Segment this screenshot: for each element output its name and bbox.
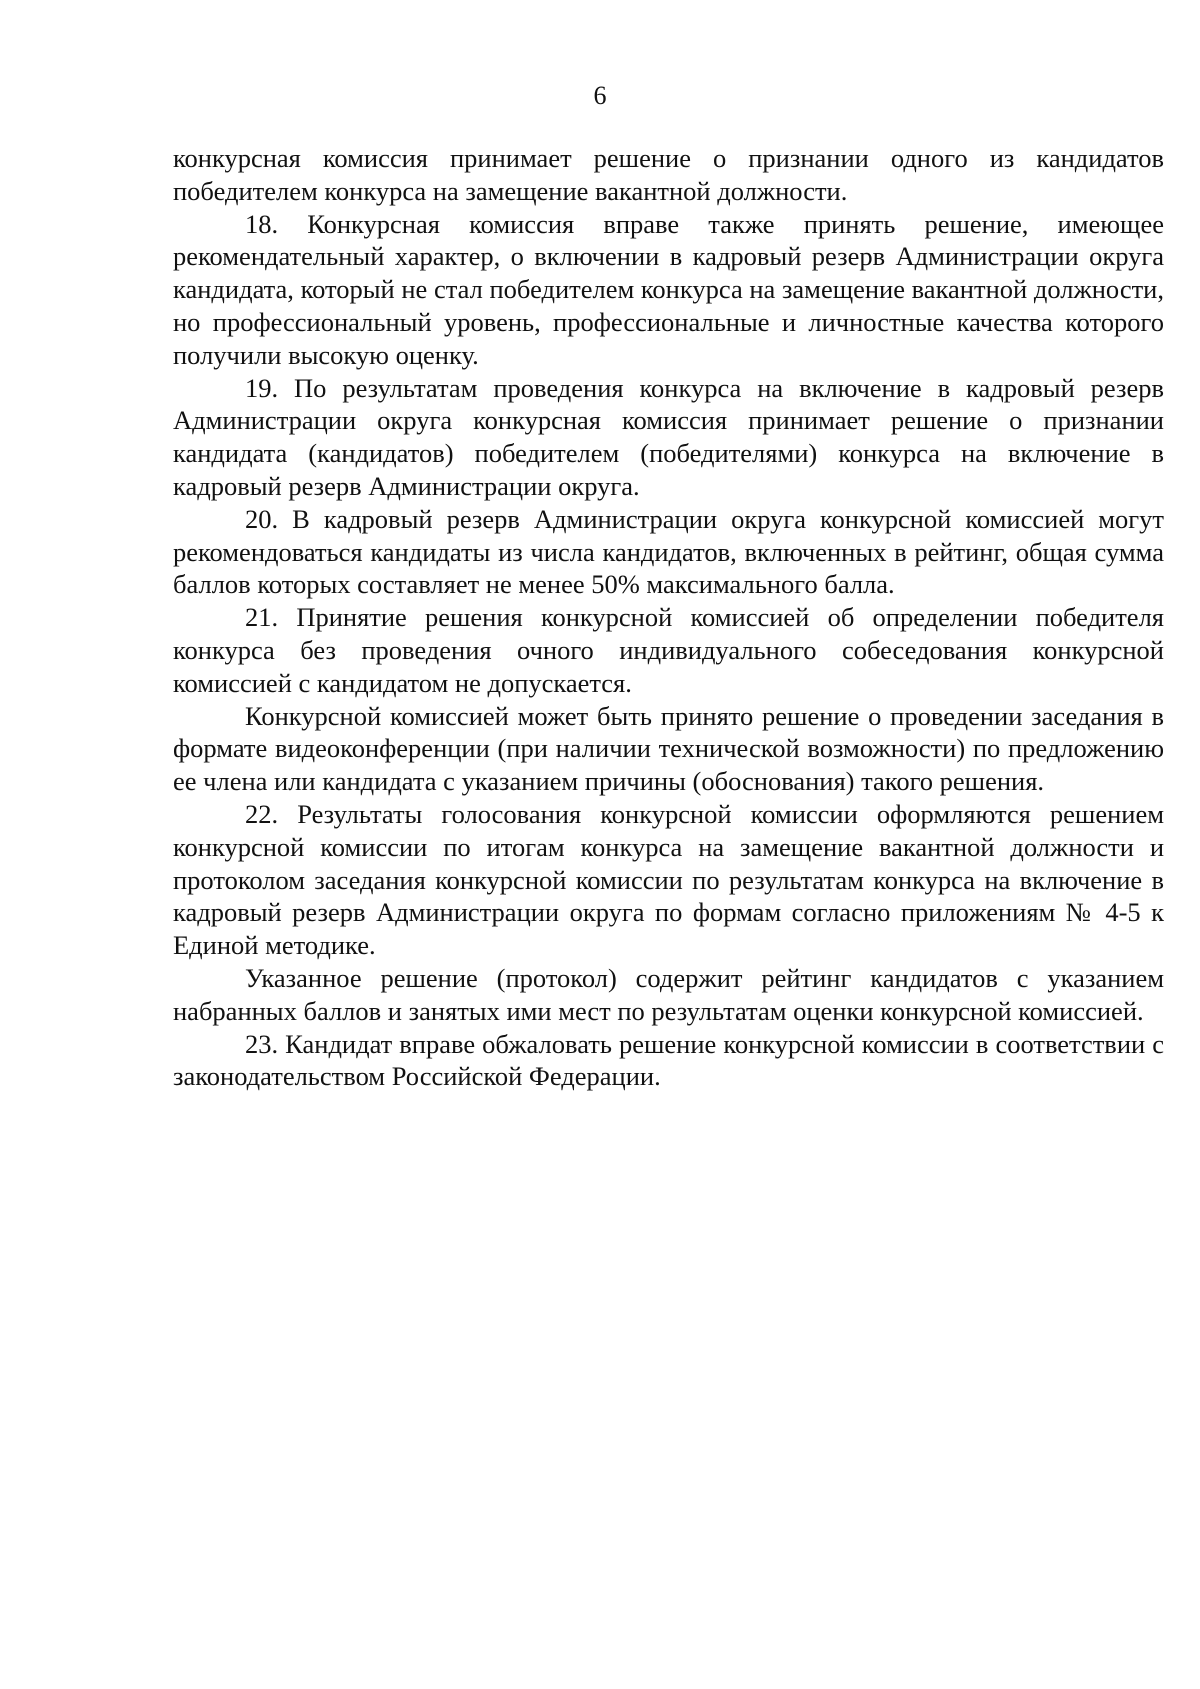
- paragraph-videoconference: Конкурсной комиссией может быть принято решение о проведении заседания в формате видеоконференции (при наличии технической возможности) по предложению ее члена или кандидата с указанием причины (обоснования) такого решения.: [173, 700, 1164, 797]
- paragraph-item-18: 18. Конкурсная комиссия вправе также принять решение, имеющее рекомендательный характер, о включении в кадровый резерв Администрации округа кандидата, который не стал победителем конкурса на замещение вакантной должности, но профессиональный уровень, профессиональные и личностные качества которого получили высокую оценку.: [173, 208, 1164, 370]
- document-body: [173, 142, 1164, 1093]
- paragraph-rating: Указанное решение (протокол) содержит рейтинг кандидатов с указанием набранных баллов и занятых ими мест по результатам оценки конкурсной комиссией.: [173, 962, 1164, 1026]
- paragraph-item-20: 20. В кадровый резерв Администрации округа конкурсной комиссией могут рекомендоваться кандидаты из числа кандидатов, включенных в рейтинг, общая сумма баллов которых составляет не менее 50% максимального балла.: [173, 503, 1164, 600]
- paragraph-continuation: конкурсная комиссия принимает решение о признании одного из кандидатов победителем конкурса на замещение вакантной должности.: [173, 143, 1164, 206]
- paragraph-item-22: 22. Результаты голосования конкурсной комиссии оформляются решением конкурсной комиссии по итогам конкурса на замещение вакантной должности и протоколом заседания конкурсной комиссии по результатам конкурса на включение в кадровый резерв Администрации округа по формам согласно приложениям № 4-5 к Единой методике.: [173, 798, 1164, 961]
- page-number: 6: [593, 81, 607, 110]
- paragraph-item-19: 19. По результатам проведения конкурса на включение в кадровый резерв Администрации округа конкурсная комиссия принимает решение о признании кандидата (кандидатов) победителем (победителями) конкурса на включение в кадровый резерв Администрации округа.: [173, 372, 1164, 501]
- paragraph-item-21: 21. Принятие решения конкурсной комиссией об определении победителя конкурса без проведения очного индивидуального собеседования конкурсной комиссией с кандидатом не допускается.: [173, 602, 1164, 698]
- paragraph-item-23: 23. Кандидат вправе обжаловать решение конкурсной комиссии в соответствии с законодательством Российской Федерации.: [173, 1028, 1164, 1092]
